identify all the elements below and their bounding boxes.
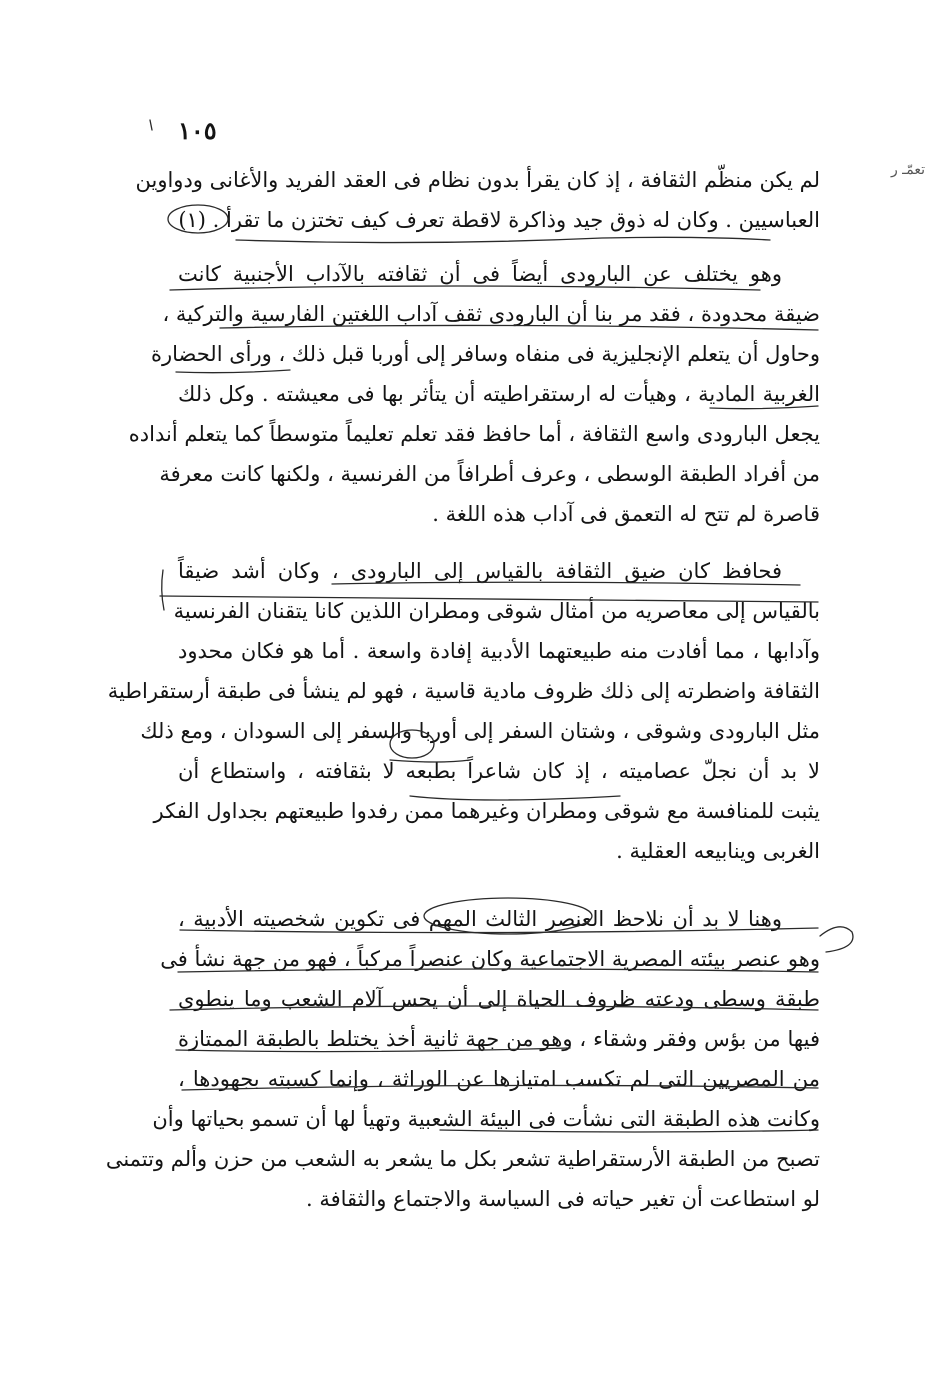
text-line: من المصريين التى لم تكسب امتيازها عن الوراثة ، وإنما كسبته بجهودها ، <box>178 1067 820 1091</box>
circle-mark <box>820 927 853 952</box>
paragraph-3 <box>107 551 820 871</box>
text-line: وكانت هذه الطبقة التى نشأت فى البيئة الشعبية وتهيأ لها أن تسمو بحياتها وأن <box>152 1107 820 1131</box>
text-line: قاصرة لم تتح له التعمق فى آداب هذه اللغة . <box>432 502 820 526</box>
text-line: فيها من بؤس وفقر وشقاء ، وهو من جهة ثانية أخذ يختلط بالطبقة الممتازة <box>178 1027 820 1051</box>
text-line: مثل البارودى وشوقى ، وشتان السفر إلى أوربا والسفر إلى السودان ، ومع ذلك <box>140 719 820 743</box>
text-line: يجعل البارودى واسع الثقافة ، أما حافظ فقد تعلم تعليماً متوسطاً كما يتعلم أنداده <box>128 422 820 446</box>
text-line: وهنا لا بد أن نلاحظ العنصر الثالث المهم فى تكوين شخصيته الأدبية ، <box>178 907 782 931</box>
text-line: وهو عنصر بيئته المصرية الاجتماعية وكان عنصراً مركباً ، فهو من جهة نشأ فى <box>160 947 820 971</box>
text-line: لم يكن منظّم الثقافة ، إذ كان يقرأ بدون نظام فى العقد الفريد والأغانى ودواوين <box>135 168 820 192</box>
text-line: الثقافة واضطرته إلى ذلك ظروف مادية قاسية ، فهو لم ينشأ فى طبقة أرستقراطية <box>107 679 820 703</box>
margin-mark <box>150 120 152 130</box>
paragraph-2 <box>128 254 820 534</box>
text-line: لو استطاعت أن تغير حياته فى السياسة والاجتماع والثقافة . <box>306 1187 820 1211</box>
margin-mark <box>162 570 164 610</box>
text-line: وحاول أن يتعلم الإنجليزية فى منفاه وسافر إلى أوربا قبل ذلك ، ورأى الحضارة <box>151 342 820 366</box>
margin-note: تعمّـ ر <box>890 162 925 178</box>
text-line: وهو يختلف عن البارودى أيضاً فى أن ثقافته بالآداب الأجنبية كانت <box>178 262 782 286</box>
page-number: ١٠٥ <box>178 116 217 145</box>
text-line: طبقة وسطى ودعته ظروف الحياة إلى أن يحس آلام الشعب وما ينطوى <box>178 987 820 1011</box>
text-line: الغربى وينابيعه العقلية . <box>616 839 820 863</box>
text-line: تصبح من الطبقة الأرستقراطية تشعر بكل ما يشعر به الشعب من حزن وألم وتتمنى <box>105 1147 820 1171</box>
text-line: بالقياس إلى معاصريه من أمثال شوقى ومطران اللذين كانا يتقنان الفرنسية <box>173 599 820 623</box>
text-line: يثبت للمنافسة مع شوقى ومطران وغيرهما ممن رفدوا طبيعتهم بجداول الفكر <box>153 799 820 823</box>
paragraph-4 <box>105 899 820 1219</box>
text-line: ضيقة محدودة ، فقد مر بنا أن البارودى ثقف آداب اللغتين الفارسية والتركية ، <box>162 302 820 326</box>
text-line: الغربية المادية ، وهيأت له ارستقراطيته أن يتأثر بها فى معيشته . وكل ذلك <box>178 382 820 406</box>
text-line: من أفراد الطبقة الوسطى ، وعرف أطرافاً من الفرنسية ، ولكنها كانت معرفة <box>159 462 820 486</box>
text-line: وآدابها ، مما أفادت منه طبيعتهما الأدبية إفادة واسعة . أما هو فكان محدود <box>178 639 820 663</box>
paragraph-1 <box>135 160 820 240</box>
text-line: لا بد أن نجلّ عصاميته ، إذ كان شاعراً بطبعه لا بثقافته ، واستطاع أن <box>178 759 820 783</box>
text-line: العباسيين . وكان له ذوق جيد وذاكرة لاقطة تعرف كيف تختزن ما تقرأ . (١) <box>178 208 820 232</box>
text-line: فحافظ كان ضيق الثقافة بالقياس إلى البارودى ، وكان أشد ضيقاً <box>178 559 782 583</box>
